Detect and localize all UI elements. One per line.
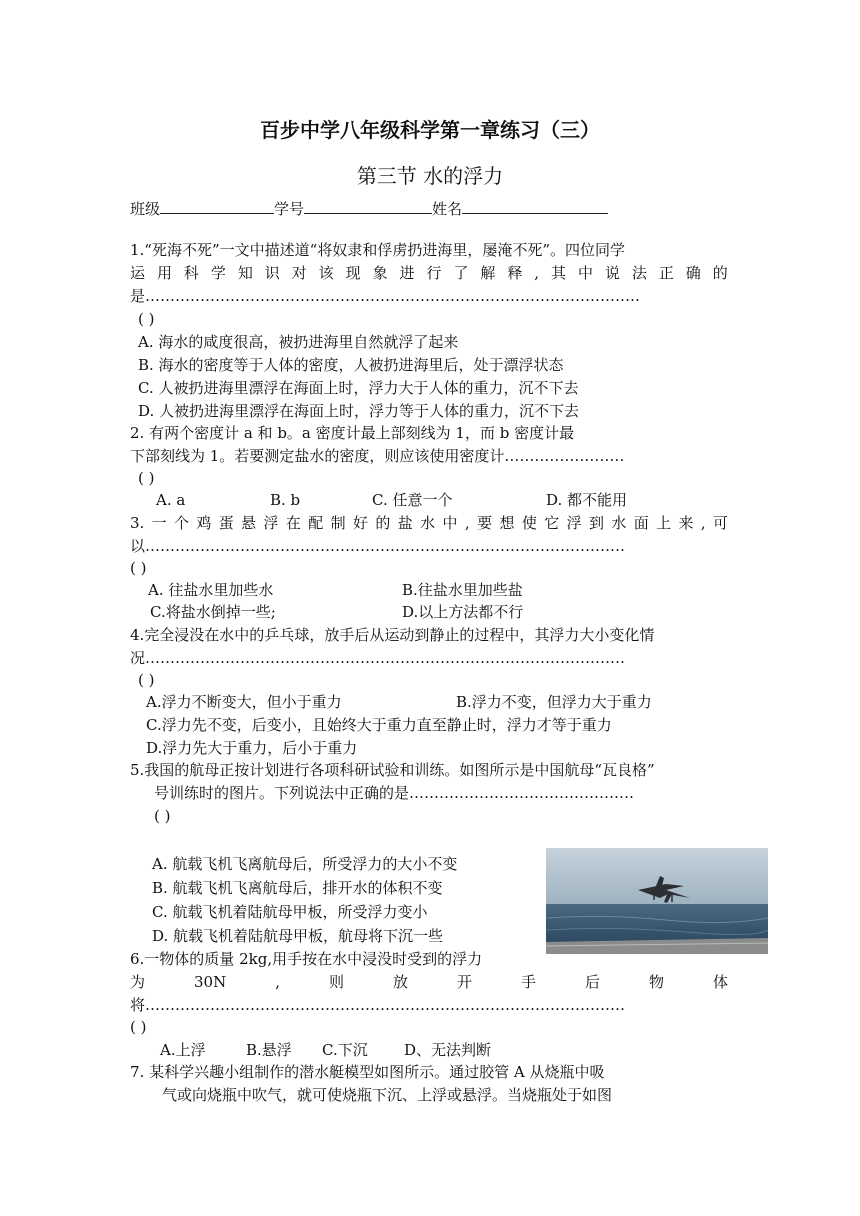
q1-line2-char: 中 xyxy=(577,264,593,282)
q3-line1-char: 的 xyxy=(375,514,391,532)
q3-line1-char: 好 xyxy=(353,514,369,532)
q1-line2-char: 运 xyxy=(130,264,146,282)
q3-line1-char: , xyxy=(464,514,470,532)
q3-line1-char: 使 xyxy=(521,514,537,532)
q3-line1-char: 蛋 xyxy=(218,514,234,532)
q5-answer-paren: ( ) xyxy=(154,807,171,825)
q3-line1-char: 浮 xyxy=(566,514,582,532)
q3-option-c: C.将盐水倒掉一些; xyxy=(150,603,276,621)
q1-line2-char: 该 xyxy=(318,264,334,282)
q1-line2-char: 象 xyxy=(372,264,388,282)
q6-line2 xyxy=(130,971,728,993)
q6-line2-char: 放 xyxy=(392,973,408,991)
q3-line1-char: 来 xyxy=(678,514,694,532)
q3-line1-char: 悬 xyxy=(241,514,257,532)
q5-line2: 号训练时的图片。下列说法中正确的是……………………………………… xyxy=(154,784,635,802)
q6-option-b: B.悬浮 xyxy=(246,1041,292,1059)
q1-line2-char: 释 xyxy=(507,264,523,282)
q1-line2 xyxy=(130,262,728,284)
q1-line2-char: 说 xyxy=(604,264,620,282)
q1-option-b: B. 海水的密度等于人体的密度，人被扔进海里后，处于漂浮状态 xyxy=(138,356,564,374)
q1-line2-char: 确 xyxy=(685,264,701,282)
q4-line1: 4.完全浸没在水中的乒乓球，放手后从运动到静止的过程中，其浮力大小变化情 xyxy=(130,626,655,644)
q3-line1-char: 可 xyxy=(712,514,728,532)
q6-line2-char: 手 xyxy=(520,973,536,991)
q4-option-d: D.浮力先大于重力，后小于重力 xyxy=(146,739,358,757)
q1-line2-char: 解 xyxy=(480,264,496,282)
q6-answer-paren: ( ) xyxy=(130,1018,147,1036)
q3-line1-char: 上 xyxy=(656,514,672,532)
q2-option-a: A. a xyxy=(156,491,186,509)
q7-line2: 气或向烧瓶中吹气，就可使烧瓶下沉、上浮或悬浮。当烧瓶处于如图 xyxy=(162,1086,613,1104)
q5-option-b: B. 航载飞机飞离航母后，排开水的体积不变 xyxy=(152,879,443,897)
q6-option-a: A.上浮 xyxy=(160,1041,206,1059)
q6-line2-char: , xyxy=(275,973,280,991)
q3-line1-char: 3. xyxy=(130,514,145,532)
q1-line2-char: 其 xyxy=(551,264,567,282)
q3-line1-char: , xyxy=(700,514,706,532)
q6-line3: 将…………………………………………………………………………………… xyxy=(130,996,626,1014)
q5-option-d: D. 航载飞机着陆航母甲板，航母将下沉一些 xyxy=(152,927,444,945)
q6-line2-char: 30N xyxy=(194,973,227,991)
q4-line2: 况…………………………………………………………………………………… xyxy=(130,649,626,667)
q1-option-a: A. 海水的咸度很高，被扔进海里自然就浮了起来 xyxy=(138,333,459,351)
q3-line1-char: 配 xyxy=(308,514,324,532)
q3-line1-char: 中 xyxy=(442,514,458,532)
q2-option-c: C. 任意一个 xyxy=(372,491,453,509)
q1-line2-char: 正 xyxy=(658,264,674,282)
q6-line2-char: 物 xyxy=(648,973,664,991)
q1-line2-char: 对 xyxy=(291,264,307,282)
q1-line2-char: 用 xyxy=(156,264,172,282)
q3-line1-char: 鸡 xyxy=(196,514,212,532)
q2-line1: 2. 有两个密度计 a 和 b。a 密度计最上部刻线为 1，而 b 密度计最 xyxy=(130,424,575,442)
q3-line1-char: 到 xyxy=(588,514,604,532)
section-subtitle: 第三节 水的浮力 xyxy=(356,164,504,188)
q2-line2: 下部刻线为 1。若要测定盐水的密度，则应该使用密度计…………………… xyxy=(130,447,625,465)
q4-answer-paren: ( ) xyxy=(138,671,155,689)
class-label: 班级 xyxy=(130,200,161,218)
q1-line2-char: 法 xyxy=(631,264,647,282)
q3-line1-char: 制 xyxy=(330,514,346,532)
q3-option-d: D.以上方法都不行 xyxy=(402,603,524,621)
q1-line1: 1.“死海不死”一文中描述道“将奴隶和俘虏扔进海里，屡淹不死”。四位同学 xyxy=(130,241,625,259)
q3-line1 xyxy=(130,512,728,534)
q1-line2-char: 的 xyxy=(712,264,728,282)
name-label: 姓名 xyxy=(432,200,463,218)
q1-line2-char: 学 xyxy=(210,264,226,282)
q6-line2-char: 开 xyxy=(456,973,472,991)
q3-option-a: A. 往盐水里加些水 xyxy=(148,581,274,599)
q5-option-c: C. 航载飞机着陆航母甲板，所受浮力变小 xyxy=(152,903,428,921)
q6-line1: 6.一物体的质量 2kg,用手按在水中浸没时受到的浮力 xyxy=(130,950,483,968)
q3-line1-char: 在 xyxy=(285,514,301,532)
number-blank xyxy=(304,197,432,214)
q3-line1-char: 它 xyxy=(544,514,560,532)
q3-line1-char: 想 xyxy=(499,514,515,532)
q3-answer-paren: ( ) xyxy=(130,559,147,577)
q7-line1: 7. 某科学兴趣小组制作的潜水艇模型如图所示。通过胶管 A 从烧瓶中吸 xyxy=(130,1063,605,1081)
q6-option-c: C.下沉 xyxy=(322,1041,368,1059)
student-info-row xyxy=(130,197,608,220)
carrier-jet-photo xyxy=(546,848,768,954)
q1-line2-char: 进 xyxy=(399,264,415,282)
q1-line2-char: 了 xyxy=(453,264,469,282)
q1-answer-paren: ( ) xyxy=(138,310,155,328)
q3-option-b: B.往盐水里加些盐 xyxy=(402,581,523,599)
q1-line3: 是……………………………………………………………………………………… xyxy=(130,287,641,305)
q5-line1: 5.我国的航母正按计划进行各项科研试验和训练。如图所示是中国航母“瓦良格” xyxy=(130,761,655,779)
number-label: 学号 xyxy=(274,200,305,218)
q3-line1-char: 水 xyxy=(420,514,436,532)
q1-line2-char: 知 xyxy=(237,264,253,282)
q4-option-b: B.浮力不变，但浮力大于重力 xyxy=(456,693,652,711)
q6-line2-char: 后 xyxy=(584,973,600,991)
q3-line1-char: 一 xyxy=(151,514,167,532)
q6-line2-char: 为 xyxy=(130,973,146,991)
carrier-jet-illustration xyxy=(546,848,768,954)
q6-line2-char: 体 xyxy=(712,973,728,991)
q1-option-c: C. 人被扔进海里漂浮在海面上时，浮力大于人体的重力，沉不下去 xyxy=(138,379,579,397)
class-blank xyxy=(160,197,274,214)
q1-line2-char: 现 xyxy=(345,264,361,282)
sea xyxy=(546,904,768,942)
q2-option-b: B. b xyxy=(270,491,301,509)
q4-option-a: A.浮力不断变大，但小于重力 xyxy=(146,693,342,711)
q1-line2-char: 识 xyxy=(264,264,280,282)
q1-line2-char: 科 xyxy=(183,264,199,282)
q5-option-a: A. 航载飞机飞离航母后，所受浮力的大小不变 xyxy=(152,855,458,873)
q2-option-d: D. 都不能用 xyxy=(546,491,628,509)
q1-line2-char: , xyxy=(534,264,540,282)
q2-answer-paren: ( ) xyxy=(138,469,155,487)
q3-line1-char: 个 xyxy=(174,514,190,532)
q3-line1-char: 浮 xyxy=(263,514,279,532)
q4-option-c: C.浮力先不变，后变小，且始终大于重力直至静止时，浮力才等于重力 xyxy=(146,716,612,734)
name-blank xyxy=(462,197,608,214)
q6-option-d: D、无法判断 xyxy=(404,1041,492,1059)
q3-line1-char: 面 xyxy=(633,514,649,532)
q3-line1-char: 水 xyxy=(611,514,627,532)
q3-line1-char: 要 xyxy=(477,514,493,532)
q3-line2: 以…………………………………………………………………………………… xyxy=(130,537,626,555)
page-title: 百步中学八年级科学第一章练习（三） xyxy=(260,118,600,142)
q1-line2-char: 行 xyxy=(426,264,442,282)
q3-line1-char: 盐 xyxy=(397,514,413,532)
q1-option-d: D. 人被扔进海里漂浮在海面上时，浮力等于人体的重力，沉不下去 xyxy=(138,402,580,420)
q6-line2-char: 则 xyxy=(328,973,344,991)
